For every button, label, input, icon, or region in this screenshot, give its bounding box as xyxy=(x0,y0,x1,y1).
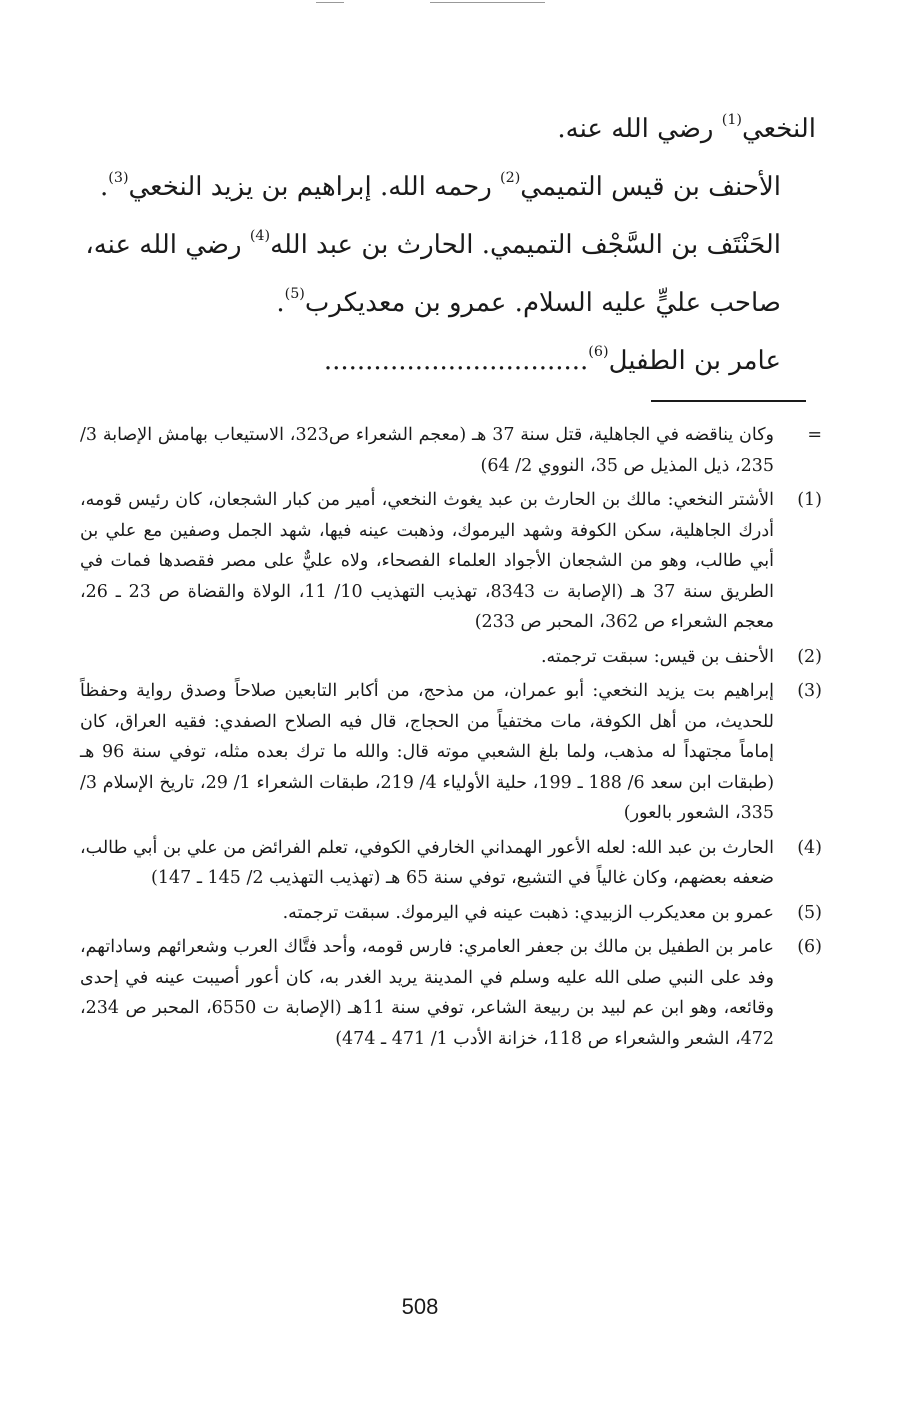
footnote-marker: (2) xyxy=(797,646,822,667)
footnote-ref-2[interactable]: (2) xyxy=(500,170,521,187)
footnote-ref-6[interactable]: (6) xyxy=(588,344,609,361)
main-line-5 xyxy=(91,332,781,390)
footnote-text: عامر بن الطفيل بن مالك بن جعفر العامري: فارس قومه، وأحد فتَّاك العرب وشعرائهم وساداتهم، وفد على النبي صلى الله عليه وسلم في المدينة يريد الغدر به، كان أعور أصيبت عينه في إحدى وقائعه، وهو ابن عم لبيد بن ربيعة الشاعر، توفي سنة 11هـ (الإصابة ت 6550، المحبر ص 234، 472، الشعر والشعراء ص 118، خزانة الأدب 1/ 471 ـ 474) xyxy=(80,937,774,1049)
footnote-ref-4[interactable]: (4) xyxy=(249,228,271,245)
footnote-ref-5[interactable]: (5) xyxy=(284,286,305,303)
main-line-2 xyxy=(91,158,781,216)
main-line-3-text-a: الحَنْتَف بن السَّجْف التميمي. الحارث بن عبد الله xyxy=(270,230,781,260)
main-line-3 xyxy=(85,216,781,274)
footnote-2 xyxy=(80,642,822,673)
footnote-text: الأحنف بن قيس: سبقت ترجمته. xyxy=(540,646,774,667)
footnote-5 xyxy=(80,898,822,929)
main-line-4 xyxy=(91,274,781,332)
main-line-2-text-c: . xyxy=(99,172,109,202)
footnote-text: عمرو بن معديكرب الزبيدي: ذهبت عينه في اليرموك. سبقت ترجمته. xyxy=(282,902,774,923)
main-text xyxy=(85,100,816,390)
footnote-separator xyxy=(651,400,806,402)
footnote-ref-1[interactable]: (1) xyxy=(721,112,742,129)
footnote-text: إبراهيم بت يزيد النخعي: أبو عمران، من مذحج، من أكابر التابعين صلاحاً وصدق رواية وحفظاً للحديث، من أهل الكوفة، مات مختفياً من الحجاج، قال فيه الصلاح الصفدي: فقيه العراق، كان إماماً مجتهداً له مذهب، ولما بلغ الشعبي موته قال: والله ما ترك بعده مثله، توفي سنة 96 هـ (طبقات ابن سعد 6/ 188 ـ 199، حلية الأولياء 4/ 219، طبقات الشعراء 1/ 29، تاريخ الإسلام 3/ 335، الشعور بالعور) xyxy=(80,681,775,823)
footnote-marker: (4) xyxy=(797,837,822,858)
footnote-3 xyxy=(80,676,822,829)
footnote-marker: (3) xyxy=(797,681,822,701)
main-line-4-text-a: صاحب عليٍّ عليه السلام. عمرو بن معديكرب xyxy=(304,288,781,318)
main-line-2-text-a: الأحنف بن قيس التميمي xyxy=(520,172,781,202)
footnote-1 xyxy=(80,485,822,638)
top-rule-right xyxy=(430,2,545,3)
main-line-2-text-b: رحمه الله. إبراهيم بن يزيد النخعي xyxy=(128,172,501,202)
footnote-text: وكان يناقضه في الجاهلية، قتل سنة 37 هـ (معجم الشعراء ص323، الاستيعاب بهامش الإصابة 3/ 235، ذيل المذيل ص 35، النووي 2/ 64) xyxy=(80,425,774,476)
footnote-ref-3[interactable]: (3) xyxy=(108,170,129,187)
main-line-1 xyxy=(91,100,816,158)
page-number: 508 xyxy=(401,1294,439,1319)
main-line-5-text: عامر بن الطفيل xyxy=(608,346,781,376)
main-line-4-text-b: . xyxy=(276,288,285,318)
main-line-1-text: النخعي xyxy=(742,114,816,144)
footnote-text: الأشتر النخعي: مالك بن الحارث بن عبد يغوث النخعي، أمير من كبار الشجعان، كان رئيس قومه، أدرك الجاهلية، سكن الكوفة وشهد اليرموك، وذهبت عينه فيها، شهد الجمل وصفين مع علي بن أبي طالب، وهو من الشجعان الأجواد العلماء الفصحاء، ولاه عليٌّ على مصر فقصدها فمات في الطريق سنة 37 هـ (الإصابة ت 8343، تهذيب التهذيب 10/ 11، الولاة والقضاة ص 23 ـ 26، معجم الشعراء ص 362، المحبر ص 233) xyxy=(80,490,774,632)
footnote-continued xyxy=(80,420,822,481)
footnotes-section xyxy=(80,420,822,1058)
top-rule-left xyxy=(316,2,344,3)
footnote-marker: (6) xyxy=(797,937,822,957)
footnote-text: الحارث بن عبد الله: لعله الأعور الهمداني الخارفي الكوفي، تعلم الفرائض من علي بن أبي طالب، ضعفه بعضهم، وكان غالياً في التشيع، توفي سنة 65 هـ (تهذيب التهذيب 2/ 145 ـ 147) xyxy=(80,837,774,888)
footnote-6 xyxy=(80,932,822,1054)
leader-dots: ................................ xyxy=(323,346,589,376)
footnote-marker: = xyxy=(807,425,822,445)
main-line-3-text-b: رضي الله عنه، xyxy=(85,230,250,260)
footnote-4 xyxy=(80,833,822,894)
footnote-marker: (1) xyxy=(797,490,822,510)
main-line-1-rest: رضي الله عنه. xyxy=(557,114,722,144)
footnote-marker: (5) xyxy=(797,902,822,923)
